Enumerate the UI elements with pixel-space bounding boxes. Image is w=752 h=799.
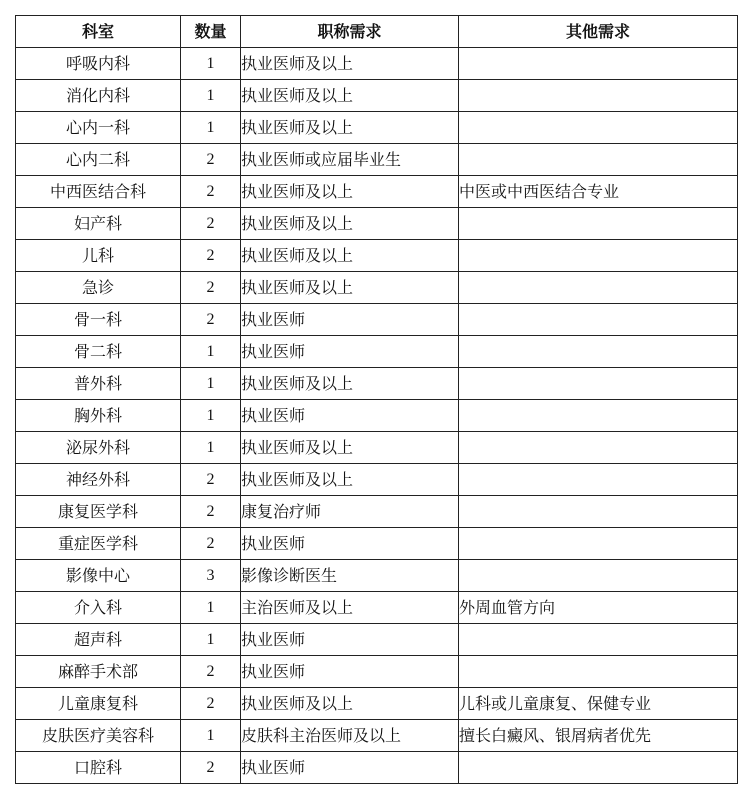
title-requirement-cell: 执业医师 [241,528,459,560]
title-requirement-cell: 执业医师 [241,752,459,784]
other-requirement-cell [459,560,738,592]
department-cell: 呼吸内科 [16,48,181,80]
department-cell: 泌尿外科 [16,432,181,464]
department-cell: 妇产科 [16,208,181,240]
table-row [16,560,738,592]
other-requirement-cell [459,656,738,688]
other-requirement-cell [459,432,738,464]
header-title: 职称需求 [241,16,459,48]
header-other: 其他需求 [459,16,738,48]
table-row [16,80,738,112]
department-cell: 神经外科 [16,464,181,496]
title-requirement-cell: 执业医师 [241,656,459,688]
table-row [16,272,738,304]
table-row [16,176,738,208]
header-row [16,16,738,48]
department-cell: 中西医结合科 [16,176,181,208]
title-requirement-cell: 执业医师 [241,336,459,368]
other-requirement-cell [459,368,738,400]
table-header [16,16,738,48]
title-requirement-cell: 执业医师 [241,624,459,656]
other-requirement-cell: 擅长白癜风、银屑病者优先 [459,720,738,752]
department-cell: 心内一科 [16,112,181,144]
department-cell: 超声科 [16,624,181,656]
recruitment-table [15,15,738,784]
table-row [16,656,738,688]
count-cell: 2 [181,496,241,528]
department-cell: 胸外科 [16,400,181,432]
count-cell: 1 [181,48,241,80]
count-cell: 3 [181,560,241,592]
other-requirement-cell [459,208,738,240]
count-cell: 2 [181,528,241,560]
count-cell: 1 [181,720,241,752]
title-requirement-cell: 执业医师及以上 [241,240,459,272]
table-row [16,592,738,624]
department-cell: 普外科 [16,368,181,400]
count-cell: 1 [181,368,241,400]
table-row [16,112,738,144]
count-cell: 2 [181,208,241,240]
count-cell: 1 [181,624,241,656]
department-cell: 口腔科 [16,752,181,784]
count-cell: 1 [181,400,241,432]
other-requirement-cell [459,144,738,176]
table-row [16,48,738,80]
other-requirement-cell [459,80,738,112]
other-requirement-cell: 儿科或儿童康复、保健专业 [459,688,738,720]
other-requirement-cell [459,464,738,496]
title-requirement-cell: 执业医师及以上 [241,208,459,240]
department-cell: 消化内科 [16,80,181,112]
other-requirement-cell [459,272,738,304]
title-requirement-cell: 执业医师及以上 [241,176,459,208]
table-row [16,368,738,400]
header-department: 科室 [16,16,181,48]
other-requirement-cell [459,304,738,336]
department-cell: 影像中心 [16,560,181,592]
table-row [16,528,738,560]
table-row [16,688,738,720]
other-requirement-cell [459,496,738,528]
count-cell: 1 [181,592,241,624]
title-requirement-cell: 执业医师 [241,304,459,336]
other-requirement-cell [459,336,738,368]
count-cell: 2 [181,688,241,720]
other-requirement-cell [459,112,738,144]
count-cell: 1 [181,336,241,368]
department-cell: 康复医学科 [16,496,181,528]
count-cell: 2 [181,272,241,304]
department-cell: 皮肤医疗美容科 [16,720,181,752]
table-row [16,400,738,432]
title-requirement-cell: 执业医师及以上 [241,112,459,144]
table-row [16,208,738,240]
department-cell: 麻醉手术部 [16,656,181,688]
other-requirement-cell [459,400,738,432]
other-requirement-cell [459,528,738,560]
title-requirement-cell: 执业医师及以上 [241,432,459,464]
title-requirement-cell: 执业医师或应届毕业生 [241,144,459,176]
table-row [16,496,738,528]
count-cell: 2 [181,144,241,176]
header-count: 数量 [181,16,241,48]
title-requirement-cell: 执业医师及以上 [241,48,459,80]
department-cell: 儿童康复科 [16,688,181,720]
title-requirement-cell: 影像诊断医生 [241,560,459,592]
title-requirement-cell: 执业医师及以上 [241,464,459,496]
department-cell: 急诊 [16,272,181,304]
count-cell: 1 [181,432,241,464]
table-row [16,432,738,464]
count-cell: 2 [181,464,241,496]
count-cell: 2 [181,304,241,336]
count-cell: 2 [181,240,241,272]
count-cell: 2 [181,656,241,688]
table-row [16,240,738,272]
department-cell: 重症医学科 [16,528,181,560]
title-requirement-cell: 执业医师及以上 [241,688,459,720]
count-cell: 2 [181,176,241,208]
department-cell: 儿科 [16,240,181,272]
department-cell: 心内二科 [16,144,181,176]
other-requirement-cell [459,48,738,80]
table-row [16,464,738,496]
department-cell: 介入科 [16,592,181,624]
title-requirement-cell: 康复治疗师 [241,496,459,528]
other-requirement-cell: 中医或中西医结合专业 [459,176,738,208]
title-requirement-cell: 执业医师及以上 [241,368,459,400]
title-requirement-cell: 执业医师及以上 [241,272,459,304]
other-requirement-cell [459,624,738,656]
title-requirement-cell: 皮肤科主治医师及以上 [241,720,459,752]
title-requirement-cell: 执业医师及以上 [241,80,459,112]
other-requirement-cell [459,240,738,272]
count-cell: 2 [181,752,241,784]
table-row [16,336,738,368]
table-row [16,144,738,176]
table-row [16,752,738,784]
department-cell: 骨二科 [16,336,181,368]
table-row [16,304,738,336]
table-body [16,48,738,784]
other-requirement-cell: 外周血管方向 [459,592,738,624]
title-requirement-cell: 执业医师 [241,400,459,432]
department-cell: 骨一科 [16,304,181,336]
count-cell: 1 [181,80,241,112]
count-cell: 1 [181,112,241,144]
other-requirement-cell [459,752,738,784]
title-requirement-cell: 主治医师及以上 [241,592,459,624]
table-row [16,624,738,656]
table-row [16,720,738,752]
